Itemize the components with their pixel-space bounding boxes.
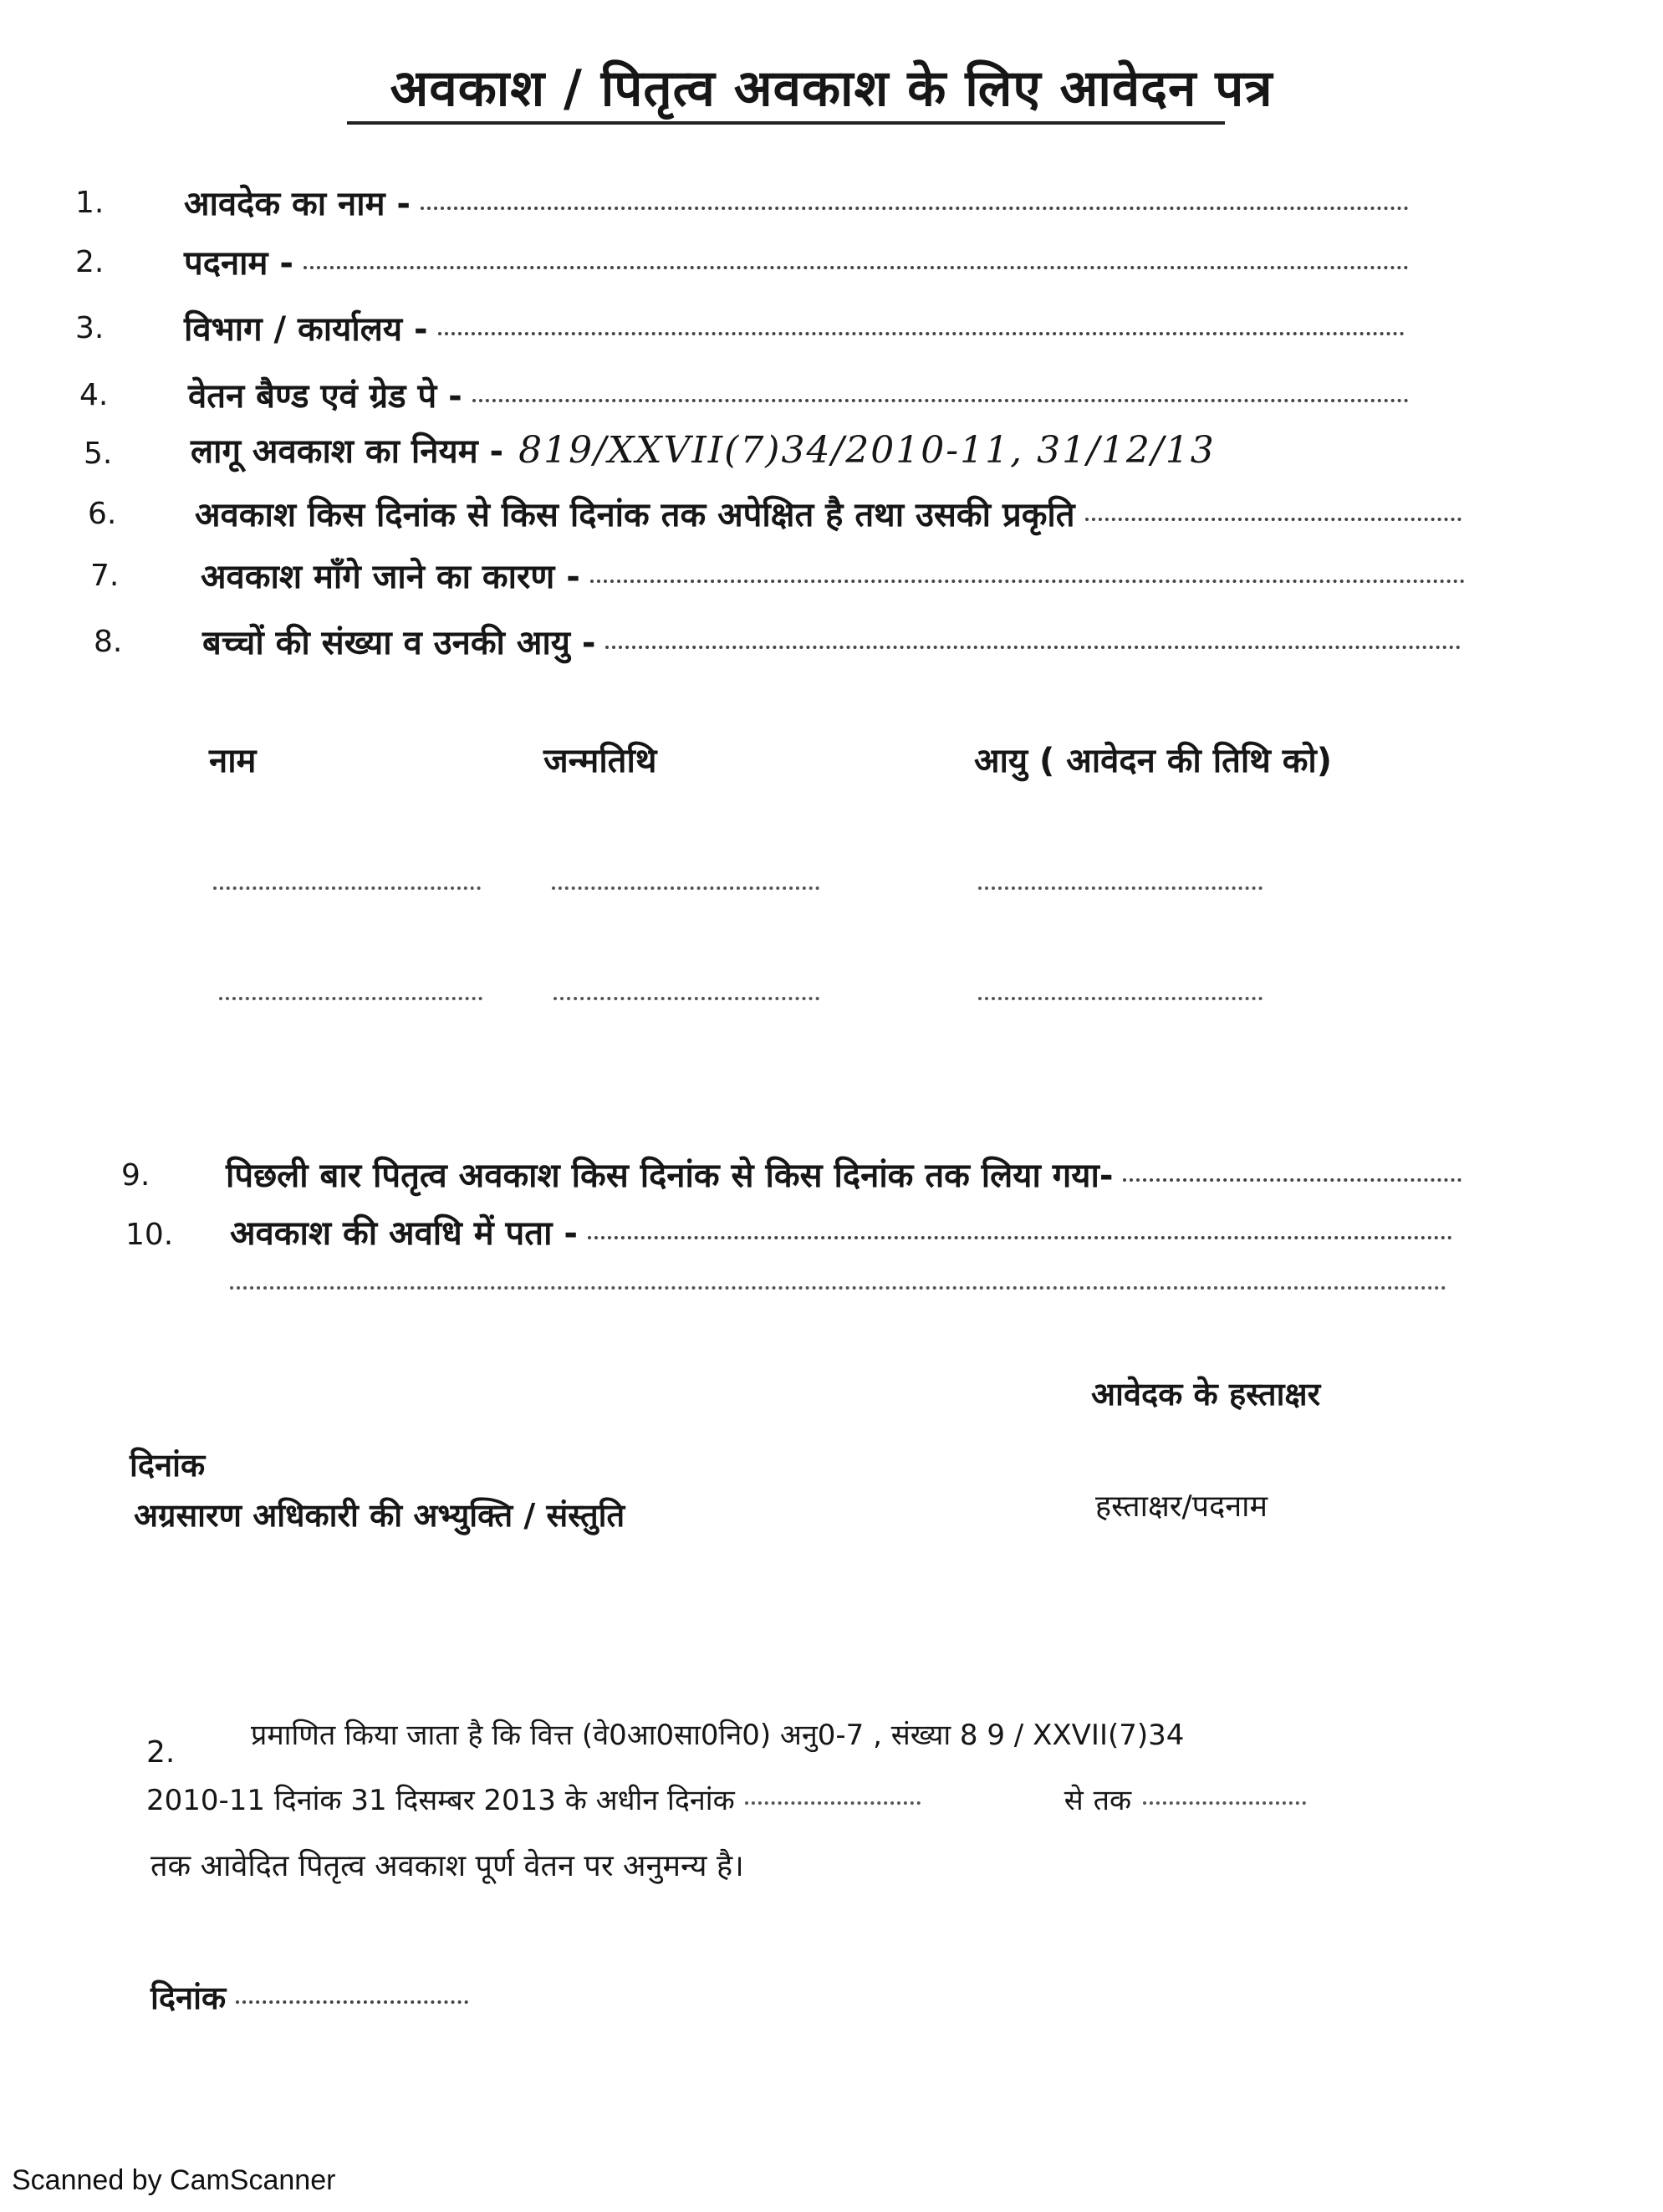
child-dob-blank[interactable] [552, 886, 819, 890]
to-label: तक [1093, 1784, 1132, 1817]
child-name-blank[interactable] [213, 886, 481, 890]
field-number: 5. [84, 437, 113, 471]
blank-line [1085, 518, 1462, 521]
handwritten-value: 819/XXVII(7)34/2010-11, 31/12/13 [518, 429, 1216, 472]
field-number: 8. [94, 625, 123, 659]
date-label: दिनांक [130, 1447, 206, 1484]
blank-line [304, 266, 1409, 269]
field-leave-dates[interactable] [195, 490, 1462, 536]
field-label: विभाग / कार्यालय - [184, 310, 428, 349]
address-continuation-blank[interactable] [230, 1286, 1446, 1290]
column-header-dob: जन्मतिथि [543, 742, 657, 780]
form-title: अवकाश / पितृत्व अवकाश के लिए आवेदन पत्र [390, 59, 1273, 118]
final-date-label: दिनांक [150, 1980, 227, 2016]
field-number: 4. [79, 378, 109, 412]
field-address[interactable] [230, 1208, 1452, 1254]
field-number: 1. [75, 186, 105, 220]
blank-line [472, 399, 1409, 402]
certificate-line-1: प्रमाणित किया जाता है कि वित्त (वे0आ0सा0नि0) अनु0-7 , संख्या 8 9 / XXVII(7)34 [251, 1719, 1185, 1752]
final-date-blank [236, 2000, 468, 2004]
field-designation[interactable] [184, 238, 1409, 284]
blank-line [605, 646, 1461, 649]
field-label: अवकाश माँगे जाने का कारण - [201, 558, 580, 596]
field-leave-reason[interactable] [201, 552, 1465, 598]
field-label: आवदेक का नाम - [184, 185, 411, 223]
blank-line [438, 332, 1405, 335]
from-label: से [1064, 1784, 1084, 1817]
field-children-count[interactable] [202, 618, 1461, 664]
signature-designation-label: हस्ताक्षर/पदनाम [1095, 1489, 1268, 1524]
title-underline [347, 121, 1225, 125]
certificate-line-2-text: 2010-11 दिनांक 31 दिसम्बर 2013 के अधीन दिनांक [146, 1784, 735, 1817]
field-label: बच्चों की संख्या व उनकी आयु - [202, 624, 596, 662]
field-label: पदनाम - [184, 244, 293, 283]
field-label: वेतन बैण्ड एवं ग्रेड पे - [188, 377, 462, 416]
certificate-line-2 [146, 1780, 1472, 1818]
blank-line [421, 207, 1409, 210]
blank-line [588, 1236, 1452, 1239]
field-number: 9. [121, 1158, 150, 1193]
field-pay-band[interactable] [188, 371, 1409, 417]
scanner-watermark: Scanned by CamScanner [12, 2164, 336, 2196]
field-label: अवकाश की अवधि में पता - [230, 1214, 578, 1253]
field-applicant-name[interactable] [184, 179, 1409, 225]
field-number: 7. [90, 559, 120, 593]
field-number: 10. [125, 1218, 174, 1252]
to-date-blank[interactable] [1143, 1801, 1306, 1805]
blank-line [590, 580, 1465, 583]
certificate-line-3: तक आवेदित पितृत्व अवकाश पूर्ण वेतन पर अनुमन्य है। [150, 1849, 744, 1883]
applicant-signature-label: आवेदक के हस्ताक्षर [1091, 1376, 1321, 1413]
column-header-name: नाम [209, 742, 257, 780]
certificate-number: 2. [146, 1735, 176, 1770]
child-name-blank[interactable] [219, 997, 482, 1000]
final-date-row[interactable] [150, 1975, 468, 2019]
field-previous-leave[interactable] [226, 1151, 1462, 1197]
field-number: 3. [75, 311, 105, 345]
forwarding-officer-remarks: अग्रसारण अधिकारी की अभ्युक्ति / संस्तुति [134, 1497, 625, 1534]
column-header-age: आयु ( आवेदन की तिथि को) [974, 742, 1333, 780]
field-department[interactable] [184, 304, 1405, 350]
field-label: अवकाश किस दिनांक से किस दिनांक तक अपेक्षित है तथा उसकी प्रकृति [195, 496, 1075, 534]
child-age-blank[interactable] [978, 886, 1263, 890]
child-age-blank[interactable] [978, 997, 1263, 1000]
blank-line [1123, 1178, 1462, 1182]
field-leave-rule[interactable] [191, 427, 1361, 473]
child-dob-blank[interactable] [553, 997, 819, 1000]
field-number: 6. [88, 497, 117, 531]
field-label: लागू अवकाश का नियम - [191, 432, 504, 471]
field-label: पिछली बार पितृत्व अवकाश किस दिनांक से किस दिनांक तक लिया गया- [226, 1157, 1114, 1195]
from-date-blank[interactable] [745, 1801, 921, 1805]
field-number: 2. [75, 245, 105, 279]
